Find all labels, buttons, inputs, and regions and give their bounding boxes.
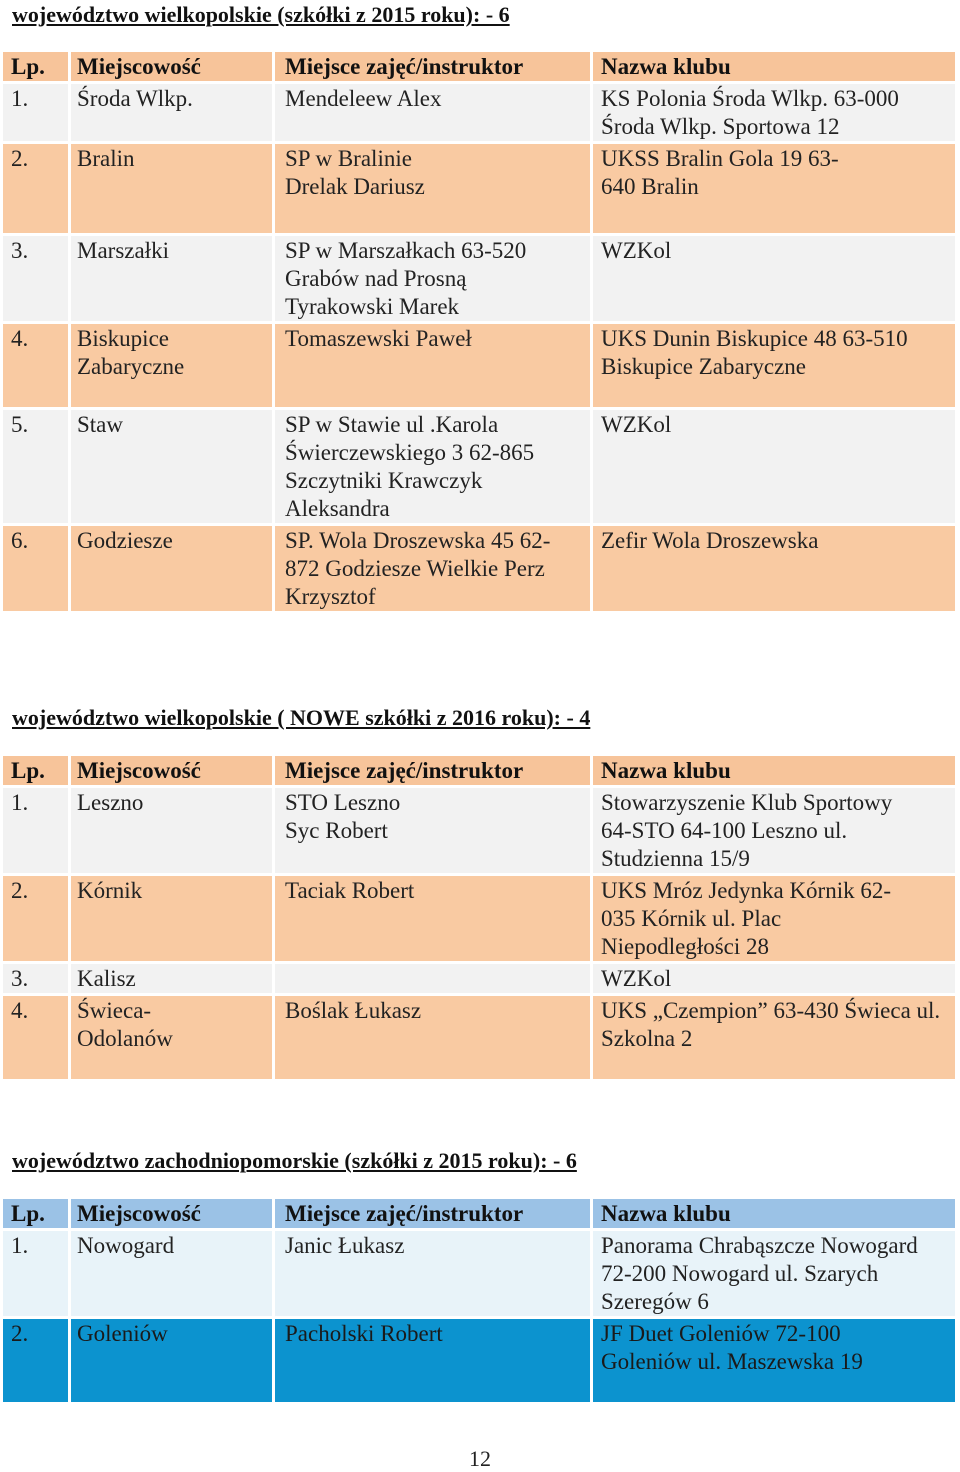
- cell-miejscowosc: Kórnik: [71, 876, 275, 964]
- cell-miejscowosc: Marszałki: [71, 236, 275, 324]
- cell-miejscowosc: Środa Wlkp.: [71, 84, 275, 144]
- cell-klub: Panorama Chrabąszcze Nowogard 72-200 Nowogard ul. Szarych Szeregów 6: [593, 1231, 955, 1319]
- header-miejsce: Miejsce zajęć/instruktor: [275, 1199, 593, 1231]
- cell-lp: 1.: [3, 84, 71, 144]
- header-miejscowosc: Miejscowość: [71, 52, 275, 84]
- cell-miejsce: [275, 964, 593, 996]
- page-number: 12: [469, 1446, 491, 1471]
- cell-miejsce: STO Leszno Syc Robert: [275, 788, 593, 876]
- cell-miejscowosc: Staw: [71, 410, 275, 526]
- cell-miejsce: SP w Bralinie Drelak Dariusz: [275, 144, 593, 236]
- cell-miejscowosc: Biskupice Zabaryczne: [71, 324, 275, 410]
- table-row: [3, 84, 955, 144]
- table-row: [3, 410, 955, 526]
- cell-miejscowosc: Godziesze: [71, 526, 275, 614]
- cell-miejscowosc: Goleniów: [71, 1319, 275, 1405]
- cell-lp: 4.: [3, 324, 71, 410]
- cell-klub: WZKol: [593, 236, 955, 324]
- table-row: [3, 1319, 955, 1405]
- cell-lp: 3.: [3, 236, 71, 324]
- cell-lp: 3.: [3, 964, 71, 996]
- header-lp: Lp.: [3, 52, 71, 84]
- header-miejsce: Miejsce zajęć/instruktor: [275, 756, 593, 788]
- cell-miejscowosc: Kalisz: [71, 964, 275, 996]
- cell-klub: UKSS Bralin Gola 19 63-640 Bralin: [593, 144, 955, 236]
- cell-klub: WZKol: [593, 964, 955, 996]
- cell-miejsce: Pacholski Robert: [275, 1319, 593, 1405]
- header-klub: Nazwa klubu: [593, 52, 955, 84]
- cell-lp: 1.: [3, 788, 71, 876]
- section1-title: województwo wielkopolskie (szkółki z 2015 roku): - 6: [12, 2, 510, 27]
- header-miejscowosc: Miejscowość: [71, 756, 275, 788]
- table-row: [3, 996, 955, 1082]
- cell-miejsce: Mendeleew Alex: [275, 84, 593, 144]
- cell-klub: UKS Mróz Jedynka Kórnik 62-035 Kórnik ul. Plac Niepodległości 28: [593, 876, 955, 964]
- cell-klub: KS Polonia Środa Wlkp. 63-000 Środa Wlkp. Sportowa 12: [593, 84, 955, 144]
- table-row: [3, 144, 955, 236]
- cell-miejsce: Boślak Łukasz: [275, 996, 593, 1082]
- section3-header-row: [3, 1199, 955, 1231]
- cell-miejsce: Janic Łukasz: [275, 1231, 593, 1319]
- cell-miejscowosc: Nowogard: [71, 1231, 275, 1319]
- table-row: [3, 788, 955, 876]
- table-row: [3, 526, 955, 614]
- table-row: [3, 1231, 955, 1319]
- cell-miejscowosc: Świeca- Odolanów: [71, 996, 275, 1082]
- cell-miejsce: Tomaszewski Paweł: [275, 324, 593, 410]
- header-klub: Nazwa klubu: [593, 1199, 955, 1231]
- section3-table: [3, 1199, 955, 1405]
- cell-lp: 2.: [3, 1319, 71, 1405]
- cell-miejsce: SP. Wola Droszewska 45 62-872 Godziesze Wielkie Perz Krzysztof: [275, 526, 593, 614]
- section3-title: województwo zachodniopomorskie (szkółki z 2015 roku): - 6: [12, 1148, 577, 1173]
- table-row: [3, 324, 955, 410]
- cell-klub: Stowarzyszenie Klub Sportowy 64-STO 64-100 Leszno ul. Studzienna 15/9: [593, 788, 955, 876]
- table-row: [3, 964, 955, 996]
- header-miejscowosc: Miejscowość: [71, 1199, 275, 1231]
- section1-header-row: [3, 52, 955, 84]
- section2-title: województwo wielkopolskie ( NOWE szkółki z 2016 roku): - 4: [12, 705, 591, 730]
- section1-table: [3, 52, 955, 614]
- header-lp: Lp.: [3, 1199, 71, 1231]
- cell-klub: Zefir Wola Droszewska: [593, 526, 955, 614]
- cell-miejsce: Taciak Robert: [275, 876, 593, 964]
- cell-lp: 4.: [3, 996, 71, 1082]
- cell-lp: 6.: [3, 526, 71, 614]
- header-miejsce: Miejsce zajęć/instruktor: [275, 52, 593, 84]
- cell-lp: 5.: [3, 410, 71, 526]
- cell-miejsce: SP w Stawie ul .Karola Świerczewskiego 3 62-865 Szczytniki Krawczyk Aleksandra: [275, 410, 593, 526]
- cell-klub: UKS „Czempion” 63-430 Świeca ul. Szkolna 2: [593, 996, 955, 1082]
- cell-miejscowosc: Bralin: [71, 144, 275, 236]
- section2-header-row: [3, 756, 955, 788]
- cell-lp: 1.: [3, 1231, 71, 1319]
- cell-klub: WZKol: [593, 410, 955, 526]
- table-row: [3, 236, 955, 324]
- cell-lp: 2.: [3, 144, 71, 236]
- cell-klub: JF Duet Goleniów 72-100 Goleniów ul. Maszewska 19: [593, 1319, 955, 1405]
- cell-miejscowosc: Leszno: [71, 788, 275, 876]
- cell-lp: 2.: [3, 876, 71, 964]
- section2-table: [3, 756, 955, 1082]
- table-row: [3, 876, 955, 964]
- cell-klub: UKS Dunin Biskupice 48 63-510 Biskupice Zabaryczne: [593, 324, 955, 410]
- header-lp: Lp.: [3, 756, 71, 788]
- cell-miejsce: SP w Marszałkach 63-520 Grabów nad Prosną Tyrakowski Marek: [275, 236, 593, 324]
- header-klub: Nazwa klubu: [593, 756, 955, 788]
